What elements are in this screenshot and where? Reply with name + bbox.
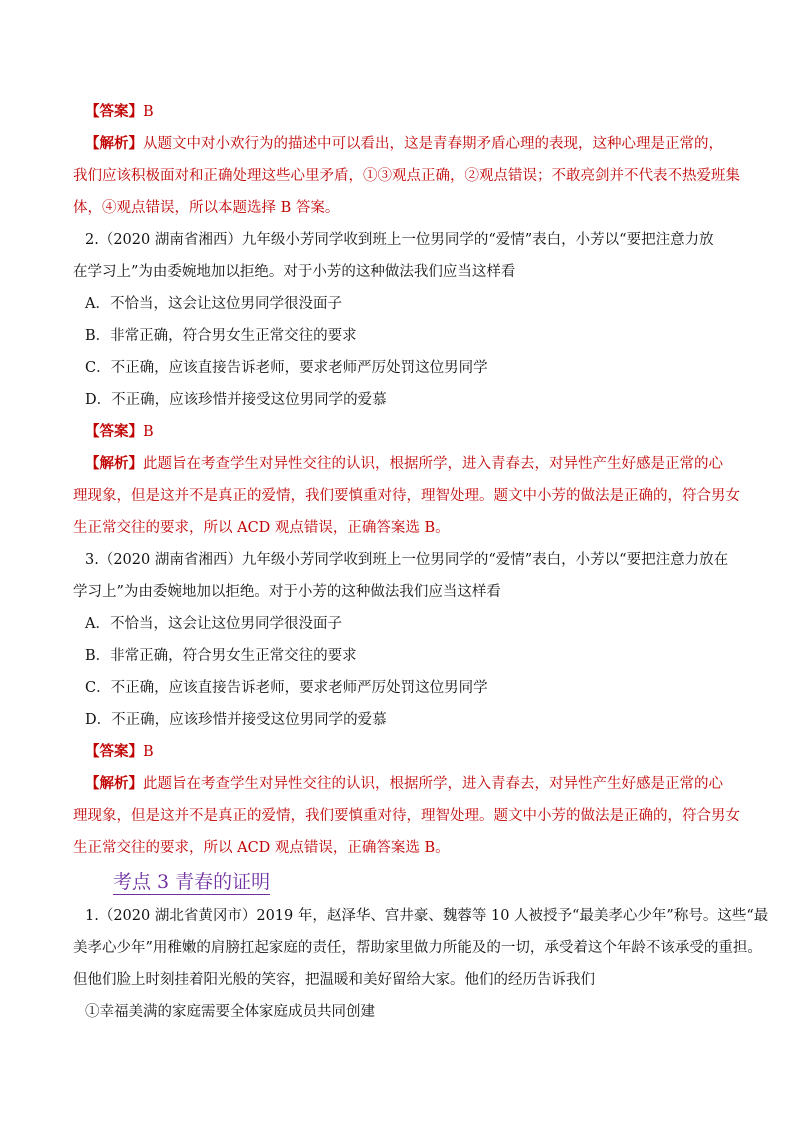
analysis-tag: 【解析】	[85, 135, 143, 152]
answer-line	[73, 736, 723, 768]
analysis-line: 理现象，但是这并不是真正的爱情，我们要慎重对待，理智处理。题文中小芳的做法是正确的，符合男女	[73, 808, 740, 824]
section-title: 考点 3 青春的证明	[113, 871, 271, 893]
section-heading	[73, 864, 723, 900]
analysis-line: 生正常交往的要求，所以 ACD 观点错误，正确答案选 B。	[73, 520, 450, 536]
question-stem: 3.（2020 湖南省湘西）九年级小芳同学收到班上一位男同学的“爱情”表白，小芳以“要把注意力放在	[85, 552, 729, 568]
question-stem: 但他们脸上时刻挂着阳光般的笑容，把温暖和美好留给大家。他们的经历告诉我们	[73, 972, 595, 988]
analysis-line	[73, 448, 723, 480]
question-stem: 学习上”为由委婉地加以拒绝。对于小芳的这种做法我们应当这样看	[73, 584, 501, 600]
analysis-tag: 【解析】	[85, 455, 143, 472]
question-stem: 美孝心少年”用稚嫩的肩膀扛起家庭的责任，帮助家里做力所能及的一切，承受着这个年龄不该承受的重担。	[73, 940, 762, 956]
analysis-line	[73, 768, 723, 800]
answer-line	[73, 416, 723, 448]
answer-tag: 【答案】	[85, 423, 143, 440]
question-stem: 在学习上”为由委婉地加以拒绝。对于小芳的这种做法我们应当这样看	[73, 264, 516, 280]
option-c: C．不正确，应该直接告诉老师，要求老师严厉处罚这位男同学	[85, 680, 488, 696]
question-stem: 2.（2020 湖南省湘西）九年级小芳同学收到班上一位男同学的“爱情”表白，小芳以“要把注意力放	[85, 232, 714, 248]
answer-line	[73, 96, 723, 128]
answer-value: B	[143, 744, 154, 760]
question-stem: 1.（2020 湖北省黄冈市）2019 年，赵泽华、宫井豪、魏蓉等 10 人被授予“最美孝心少年”称号。这些“最	[85, 908, 769, 924]
option-b: B．非常正确，符合男女生正常交往的要求	[85, 648, 357, 664]
option-b: B．非常正确，符合男女生正常交往的要求	[85, 328, 357, 344]
answer-value: B	[143, 104, 154, 120]
analysis-line	[73, 128, 723, 160]
option-d: D．不正确，应该珍惜并接受这位男同学的爱慕	[85, 392, 387, 408]
analysis-line: 生正常交往的要求，所以 ACD 观点错误，正确答案选 B。	[73, 840, 450, 856]
option-d: D．不正确，应该珍惜并接受这位男同学的爱慕	[85, 712, 387, 728]
analysis-text: 此题旨在考查学生对异性交往的认识，根据所学，进入青春去，对异性产生好感是正常的心	[143, 776, 723, 792]
statement-item: ①幸福美满的家庭需要全体家庭成员共同创建	[85, 1004, 375, 1020]
analysis-line: 体，④观点错误，所以本题选择 B 答案。	[73, 200, 340, 216]
option-a: A．不恰当，这会让这位男同学很没面子	[85, 296, 342, 312]
answer-value: B	[143, 424, 154, 440]
option-c: C．不正确，应该直接告诉老师，要求老师严厉处罚这位男同学	[85, 360, 488, 376]
analysis-line: 我们应该积极面对和正确处理这些心里矛盾，①③观点正确，②观点错误；不敢亮剑并不代表不热爱班集	[73, 168, 740, 184]
analysis-text: 此题旨在考查学生对异性交往的认识，根据所学，进入青春去，对异性产生好感是正常的心	[143, 456, 723, 472]
answer-tag: 【答案】	[85, 103, 143, 120]
answer-tag: 【答案】	[85, 743, 143, 760]
analysis-line: 理现象，但是这并不是真正的爱情，我们要慎重对待，理智处理。题文中小芳的做法是正确的，符合男女	[73, 488, 740, 504]
analysis-tag: 【解析】	[85, 775, 143, 792]
document-content	[73, 96, 769, 1028]
analysis-text: 从题文中对小欢行为的描述中可以看出，这是青春期矛盾心理的表现，这种心理是正常的，	[143, 136, 723, 152]
option-a: A．不恰当，这会让这位男同学很没面子	[85, 616, 342, 632]
